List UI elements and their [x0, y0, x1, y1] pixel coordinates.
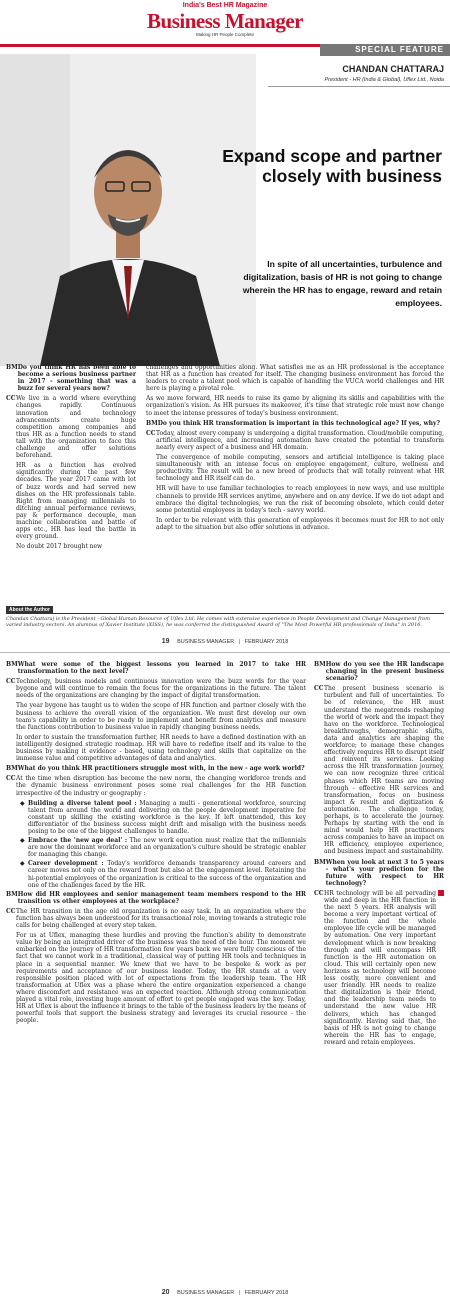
magazine-name: BUSINESS MANAGER: [177, 639, 235, 645]
question: [314, 859, 444, 887]
answer-text: At the time when disruption has become the new norm, the changing workforce trends and the dynamic business environment poses some real challenges for the HR function irrespective of the industry or geography :: [16, 775, 306, 797]
paragraph: HR as a function has evolved significantly during the past few decades. The year 2017 came with lot of buzz words and had served new dishes on the HR professionals table. Right from managing millennials to ditching annual performance reviews, pay & performance decouple, man machine collaboration and battle of apps etc., HR has lead the battle in every ground.: [16, 462, 136, 541]
question-text: When you look at next 3 to 5 years - what's your prediction for the future with respect to HR technology?: [325, 858, 444, 887]
business-manager-logo: [142, 2, 308, 40]
author-photo: [0, 54, 256, 366]
question: [6, 364, 136, 392]
cc-tag: CC: [6, 678, 16, 686]
question-text: Do you think HR has been able to become a serious business partner in 2017 - something that was a buzz for several years now?: [17, 364, 136, 393]
diamond-bullet-icon: ◆: [20, 860, 25, 868]
answer-text: The HR transition in the age old organization is no easy task. In an organization where the function has always been understood for its transactional role, moving towards a strategic role calls for being challenged at every step taken.: [16, 907, 306, 930]
question-text: What were some of the biggest lessons you learned in 2017 to take HR transformation to the next level?: [17, 661, 306, 676]
answer: [6, 395, 136, 459]
page-footer: 19 BUSINESS MANAGER | FEBRUARY 2018: [161, 638, 289, 645]
question: [6, 891, 306, 905]
page20-right-column: [314, 661, 444, 1049]
cc-tag: CC: [6, 775, 16, 783]
about-author-label: About the Author: [6, 606, 53, 614]
question-text: How do you see the HR landscape changing in the present business scenario?: [325, 661, 444, 683]
question: [146, 420, 444, 427]
question: [6, 661, 306, 675]
bullet-item: [20, 860, 306, 888]
bullet-body: Today's workforce demands transparency around careers and career moves not only on the reward front but also at the engagement level. Retaining the hi-potential employees of the organization is critical to the success of the organization and one of the challenges faced by the HR.: [28, 860, 306, 889]
bm-tag: BM: [314, 858, 326, 866]
author-role: President - HR (India & Global), Uflex Ltd., Noida: [324, 77, 444, 83]
page20-left-column: [6, 661, 306, 1027]
page19-left-column: [6, 364, 136, 553]
bullet-title: Embrace the 'new age deal' :: [28, 837, 128, 845]
answer-text: The present business scenario is turbulent and full of uncertainties. To be of relevance, the HR must understand the megatrends reshaping the world of work and the impact they have on the workforce. Technological breakthroughs, demographic shifts, data and analytics are shaping the workforce; to manage these changes effectively requires HR to disrupt itself and reinvent its services. Looking across the HR transformation journey, we can now recognize three critical phases which HR teams are moving through - effective HR services and transformation, focus on business impact & result and digitization & automation. The challenge today, perhaps, is to accelerate the journey. Perhaps by starting with the end in mind would help HR practitioners across companies to have an impact on HR efficiency, employee experience, and business impact and sustainability.: [324, 685, 444, 856]
answer: [6, 908, 306, 929]
bullet-title: Career development :: [28, 860, 104, 868]
question: [6, 765, 306, 772]
cc-tag: CC: [314, 685, 324, 693]
answer: [314, 685, 444, 855]
page-number: 20: [161, 1289, 170, 1296]
magazine-page-20: [0, 652, 450, 1303]
answer: [314, 890, 444, 1046]
bm-tag: BM: [6, 765, 18, 773]
question-text: How did HR employees and senior management team members respond to the HR transition vs other employees at the workplace?: [17, 890, 306, 905]
end-mark-icon: [438, 890, 444, 896]
headline: Expand scope and partner closely with business: [222, 146, 442, 186]
answer: [146, 430, 444, 451]
question: [314, 661, 444, 682]
bm-tag: BM: [314, 661, 326, 668]
author-name: CHANDAN CHATTARAJ: [342, 64, 444, 74]
paragraph: In order to be relevant with this generation of employees it becomes must for HR to not only adapt to the situation but also offer solutions in advance.: [156, 516, 444, 531]
bm-tag: BM: [146, 419, 158, 427]
cc-tag: CC: [146, 429, 156, 437]
diamond-bullet-icon: ◆: [20, 837, 25, 845]
author-divider: [268, 86, 450, 87]
bullet-text: [28, 800, 306, 835]
cc-tag: CC: [6, 907, 16, 915]
about-rule: [6, 613, 444, 614]
bullet-title: Building a diverse talent pool :: [28, 799, 137, 807]
bullet-item: [20, 800, 306, 835]
paragraph: challenges and opportunities along. What satisfies me as an HR professional is the acceptance that HR as a function has created for itself. The changing business environment has forced the leaders to create a talent pool which is capable of handling the VUCA world challenges and HR here is playing a pivotal role.: [146, 364, 444, 393]
cc-tag: CC: [6, 395, 16, 403]
answer-text: HR technology will be all pervading wide and deep in the HR function in the next 5 years. HR analysis will become a very important vertical of the function and the whole employee life cycle will be managed by automation. One very important development which is now breaking through and will encompass HR function is the HR automation on cloud. This will certainly open new horizons as technology will become less costly, more convenient and user friendly. HR needs to realize that digitalization is their friend, and the leadership team needs to understand the new value HR delivers, which has changed significantly. Having said that, the basis of HR is not going to change wherein the HR has to engage, reward and retain employees.: [324, 889, 436, 1046]
logo-name: Business Manager: [147, 9, 303, 33]
cc-tag: CC: [314, 889, 324, 897]
question-text: What do you think HR practitioners struggle most with, in the new - age work world?: [17, 765, 305, 773]
bm-tag: BM: [6, 661, 18, 668]
bullet-text: [28, 860, 306, 888]
bullet-body: The new work equation must realize that the millennials are now the dominant workforce and an organization's culture should be strategic enabler for managing this change.: [28, 837, 306, 859]
paragraph: HR will have to use familiar technologies to reach employees in new ways, and use multiple channels to provide HR services anytime, anywhere and on any device. If we do not adapt and embrace the digital technologies, we run the risk of becoming obsolete, which could deter some potential employees in today's tech - savvy world.: [156, 485, 444, 514]
issue-date: FEBRUARY 2018: [244, 639, 289, 645]
bm-tag: BM: [6, 364, 18, 371]
logo-subtitle: Making HR People Complete: [195, 32, 255, 37]
diamond-bullet-icon: ◆: [20, 799, 25, 807]
bm-tag: BM: [6, 890, 18, 898]
bullet-body: Managing a multi - generational workforce, sourcing talent from around the world and delivering on the people development imperative for constant up skilling the existing workforce is the key. If left unattended, this key differentiator of the business success might drift and misalign with the business needs posing to be one of the biggest challenges to handle.: [28, 799, 306, 835]
bullet-text: [28, 837, 306, 858]
answer: [6, 678, 306, 699]
answer: [6, 775, 306, 796]
paragraph: For us at Uflex, managing these hurdles and proving the function's ability to demonstrate value by being an integrated driver of the business was the need of the hour. The moment we embarked on the journey of HR transformation few years back we were fully conscious of the fact that we cannot work in a traditional, classical way of putting HR tools and techniques in place in a sequential manner. We knew that we have to be bespoke & work as per requirements and acceptance of our business leader. Today, the HR stands at a very responsible position placed with lot of expectations from the leadership team. The HR transformation at Uflex was a phase where the entire organization experienced a change where discomfort and resistance was an expected reaction. Although strong communication played a vital role, investing huge amount of effort to get people engaged was the key. Today, HR at Uflex is about the influence it brings to the table of the business leaders by the means of powerful tools that support the business strategy and leverages its crucial resource - the people.: [16, 932, 306, 1025]
section-label: SPECIAL FEATURE: [320, 44, 450, 56]
bullet-item: [20, 837, 306, 858]
about-author-text: Chandan Chattaraj is the President - Global Human Resource of Uflex Ltd. He comes with extensive experience in People Development and Change Management from varied industry sectors. An alumnus of Xavier Institute (XISS), he was conferred the distinguished Award of "The Most Powerful HR professionals of India" in 2016.: [6, 616, 431, 628]
paragraph: As we move forward, HR needs to raise its game by aligning its skills and capabilities with the organization's vision. As HR pursues its makeover, it's time that strategic role must now change to meet the intense pressures of today's business environment.: [146, 395, 444, 417]
intro-text: In spite of all uncertainties, turbulence and digitalization, basis of HR is not going to change wherein the HR has to engage, reward and retain employees.: [242, 259, 442, 308]
answer-text: Today, almost every company is undergoing a digital transformation. Cloud/mobile computing, artificial intelligence, and increasing automation have created the potential to transform nearly every aspect of a business and HR domain.: [156, 429, 444, 451]
magazine-name: BUSINESS MANAGER: [177, 1290, 235, 1296]
page19-right-column: [146, 364, 444, 534]
logo-tagline: India's Best HR Magazine: [182, 2, 268, 9]
answer-text: Technology, business models and continuous innovation were the buzz words for the year bygone and will continue to remain the focus for the organizations in the future. The talent needs of the organizations are changing by the impact of digital transformation.: [16, 678, 306, 700]
issue-date: FEBRUARY 2018: [244, 1290, 289, 1296]
page-number: 19: [161, 638, 170, 645]
paragraph: No doubt 2017 brought new: [16, 543, 103, 551]
paragraph: The year bygone has taught us to widen the scope of HR function and partner closely with the business to achieve the overall vision of the organization. We must first develop our own team's capability in order to be ready to implement and benefit from analytics and measure the functions contribution to business value in rapidly changing business needs.: [16, 702, 306, 731]
answer-text: We live in a world where everything changes rapidly. Continuous innovation and technology advancements create huge competition among companies and thus HR as a function needs to stand tall with the organization to face this challenge and offer solutions beforehand.: [16, 395, 136, 460]
paragraph: In order to sustain the transformation further, HR needs to have a defined destination with an intelligently designed strategic roadmap. HR will have to redefine itself and its value to the business by making it evidence - based, using technology and skills that capitalize on the immense value and competitive advantages of data and analytics.: [16, 733, 306, 763]
paragraph: The convergence of mobile computing, sensors and artificial intelligence is taking place simultaneously with an intense focus on employee engagement, culture, wellness and productivity. The result will be a new breed of products that will totally reinvent what HR technology and HR itself can do.: [156, 454, 444, 483]
question-text: Do you think HR transformation is important in this technological age? If yes, why?: [157, 419, 440, 427]
page-footer: 20 BUSINESS MANAGER | FEBRUARY 2018: [161, 1289, 289, 1296]
